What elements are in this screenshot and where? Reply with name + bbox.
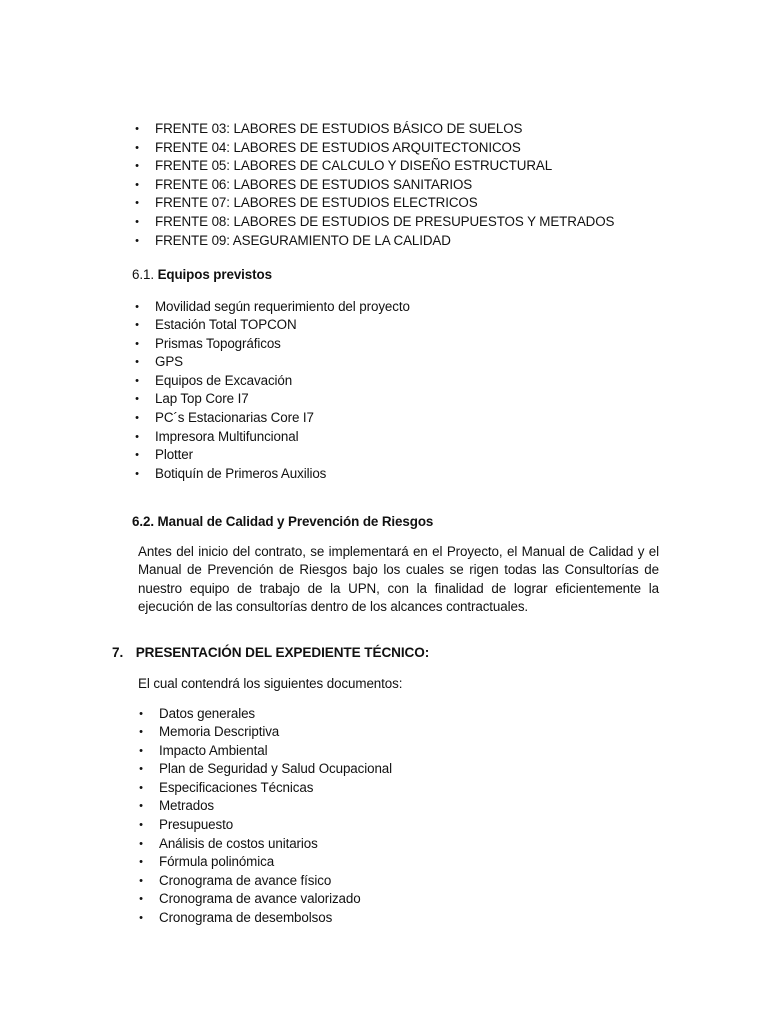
list-item-text: Plan de Seguridad y Salud Ocupacional bbox=[159, 761, 393, 777]
list-item-text: Estación Total TOPCON bbox=[155, 317, 297, 333]
bullet-icon: • bbox=[135, 393, 139, 406]
list-item-text: Especificaciones Técnicas bbox=[159, 779, 314, 795]
bullet-icon: • bbox=[135, 215, 139, 228]
section-number: 7. bbox=[112, 645, 124, 660]
section-title: Equipos previstos bbox=[157, 267, 272, 282]
list-item-text: Lap Top Core I7 bbox=[155, 391, 249, 407]
list-item-text: FRENTE 08: LABORES DE ESTUDIOS DE PRESUPUESTOS Y METRADOS bbox=[155, 213, 615, 229]
bullet-icon: • bbox=[135, 412, 139, 425]
bullet-icon: • bbox=[135, 160, 139, 173]
list-item-text: Equipos de Excavación bbox=[155, 372, 293, 388]
list-item-text: GPS bbox=[155, 354, 183, 370]
bullet-icon: • bbox=[135, 123, 139, 135]
list-item-text: Metrados bbox=[159, 798, 215, 814]
bullet-icon: • bbox=[135, 300, 139, 313]
list-item-text: Análisis de costos unitarios bbox=[159, 835, 318, 851]
list-item-text: FRENTE 09: ASEGURAMIENTO DE LA CALIDAD bbox=[155, 232, 451, 248]
list-item-text: PC´s Estacionarias Core I7 bbox=[155, 410, 314, 426]
section-7-intro: El cual contendrá los siguientes documentos: bbox=[138, 675, 403, 691]
list-item-text: Impacto Ambiental bbox=[159, 742, 268, 758]
bullet-icon: • bbox=[139, 800, 143, 813]
bullet-icon: • bbox=[135, 178, 139, 191]
list-item-text: Presupuesto bbox=[159, 817, 234, 833]
section-6-2-paragraph: Antes del inicio del contrato, se implementará en el Proyecto, el Manual de Calidad y el Manual de Prevención de Riesgos bajo los cuales se rigen todas las Consultorías de nuestro equipo de trabajo de la UPN, con la finalidad de lograr eficientemente la ejecución de las consultorías dentro de los alcances contractuales. bbox=[138, 543, 659, 614]
section-7-heading bbox=[112, 644, 429, 663]
bullet-icon: • bbox=[135, 234, 139, 247]
bullet-icon: • bbox=[139, 837, 143, 850]
list-item-text: Movilidad según requerimiento del proyecto bbox=[155, 298, 410, 314]
list-item-text: Datos generales bbox=[159, 705, 256, 721]
list-item-text: Cronograma de avance físico bbox=[159, 872, 332, 888]
list-item-text: Fórmula polinómica bbox=[159, 854, 275, 870]
bullet-icon: • bbox=[135, 449, 139, 462]
list-item-text: FRENTE 07: LABORES DE ESTUDIOS ELECTRICOS bbox=[155, 195, 478, 211]
bullet-icon: • bbox=[135, 319, 139, 332]
bullet-icon: • bbox=[139, 744, 143, 757]
bullet-icon: • bbox=[135, 467, 139, 480]
list-item-text: Cronograma de avance valorizado bbox=[159, 891, 361, 907]
bullet-icon: • bbox=[135, 141, 139, 154]
bullet-icon: • bbox=[139, 819, 143, 832]
bullet-icon: • bbox=[139, 874, 143, 887]
bullet-icon: • bbox=[139, 912, 143, 925]
bullet-icon: • bbox=[139, 893, 143, 906]
section-number: 6.1. bbox=[132, 267, 154, 282]
bullet-icon: • bbox=[139, 763, 143, 776]
list-item-text: Botiquín de Primeros Auxilios bbox=[155, 465, 327, 481]
section-6-1-heading bbox=[132, 266, 272, 285]
list-item-text: Cronograma de desembolsos bbox=[159, 910, 333, 926]
section-title: PRESENTACIÓN DEL EXPEDIENTE TÉCNICO: bbox=[135, 645, 430, 660]
list-item-text: Plotter bbox=[155, 447, 194, 463]
bullet-icon: • bbox=[139, 707, 143, 720]
list-item-text: FRENTE 06: LABORES DE ESTUDIOS SANITARIOS bbox=[155, 176, 473, 192]
list-item-text: Prismas Topográficos bbox=[155, 335, 281, 351]
list-item-text: FRENTE 04: LABORES DE ESTUDIOS ARQUITECTONICOS bbox=[155, 139, 521, 155]
bullet-icon: • bbox=[135, 356, 139, 369]
list-item-text: Impresora Multifuncional bbox=[155, 428, 299, 444]
bullet-icon: • bbox=[139, 726, 143, 739]
bullet-icon: • bbox=[135, 197, 139, 210]
list-item-text: FRENTE 03: LABORES DE ESTUDIOS BÁSICO DE SUELOS bbox=[155, 121, 523, 136]
bullet-icon: • bbox=[135, 430, 139, 443]
bullet-icon: • bbox=[135, 337, 139, 350]
section-6-2-heading: 6.2. Manual de Calidad y Prevención de Riesgos bbox=[132, 514, 434, 529]
list-item-text: Memoria Descriptiva bbox=[159, 724, 280, 740]
list-item-text: FRENTE 05: LABORES DE CALCULO Y DISEÑO ESTRUCTURAL bbox=[155, 158, 553, 174]
bullet-icon: • bbox=[139, 781, 143, 794]
bullet-icon: • bbox=[135, 374, 139, 387]
bullet-icon: • bbox=[139, 856, 143, 869]
